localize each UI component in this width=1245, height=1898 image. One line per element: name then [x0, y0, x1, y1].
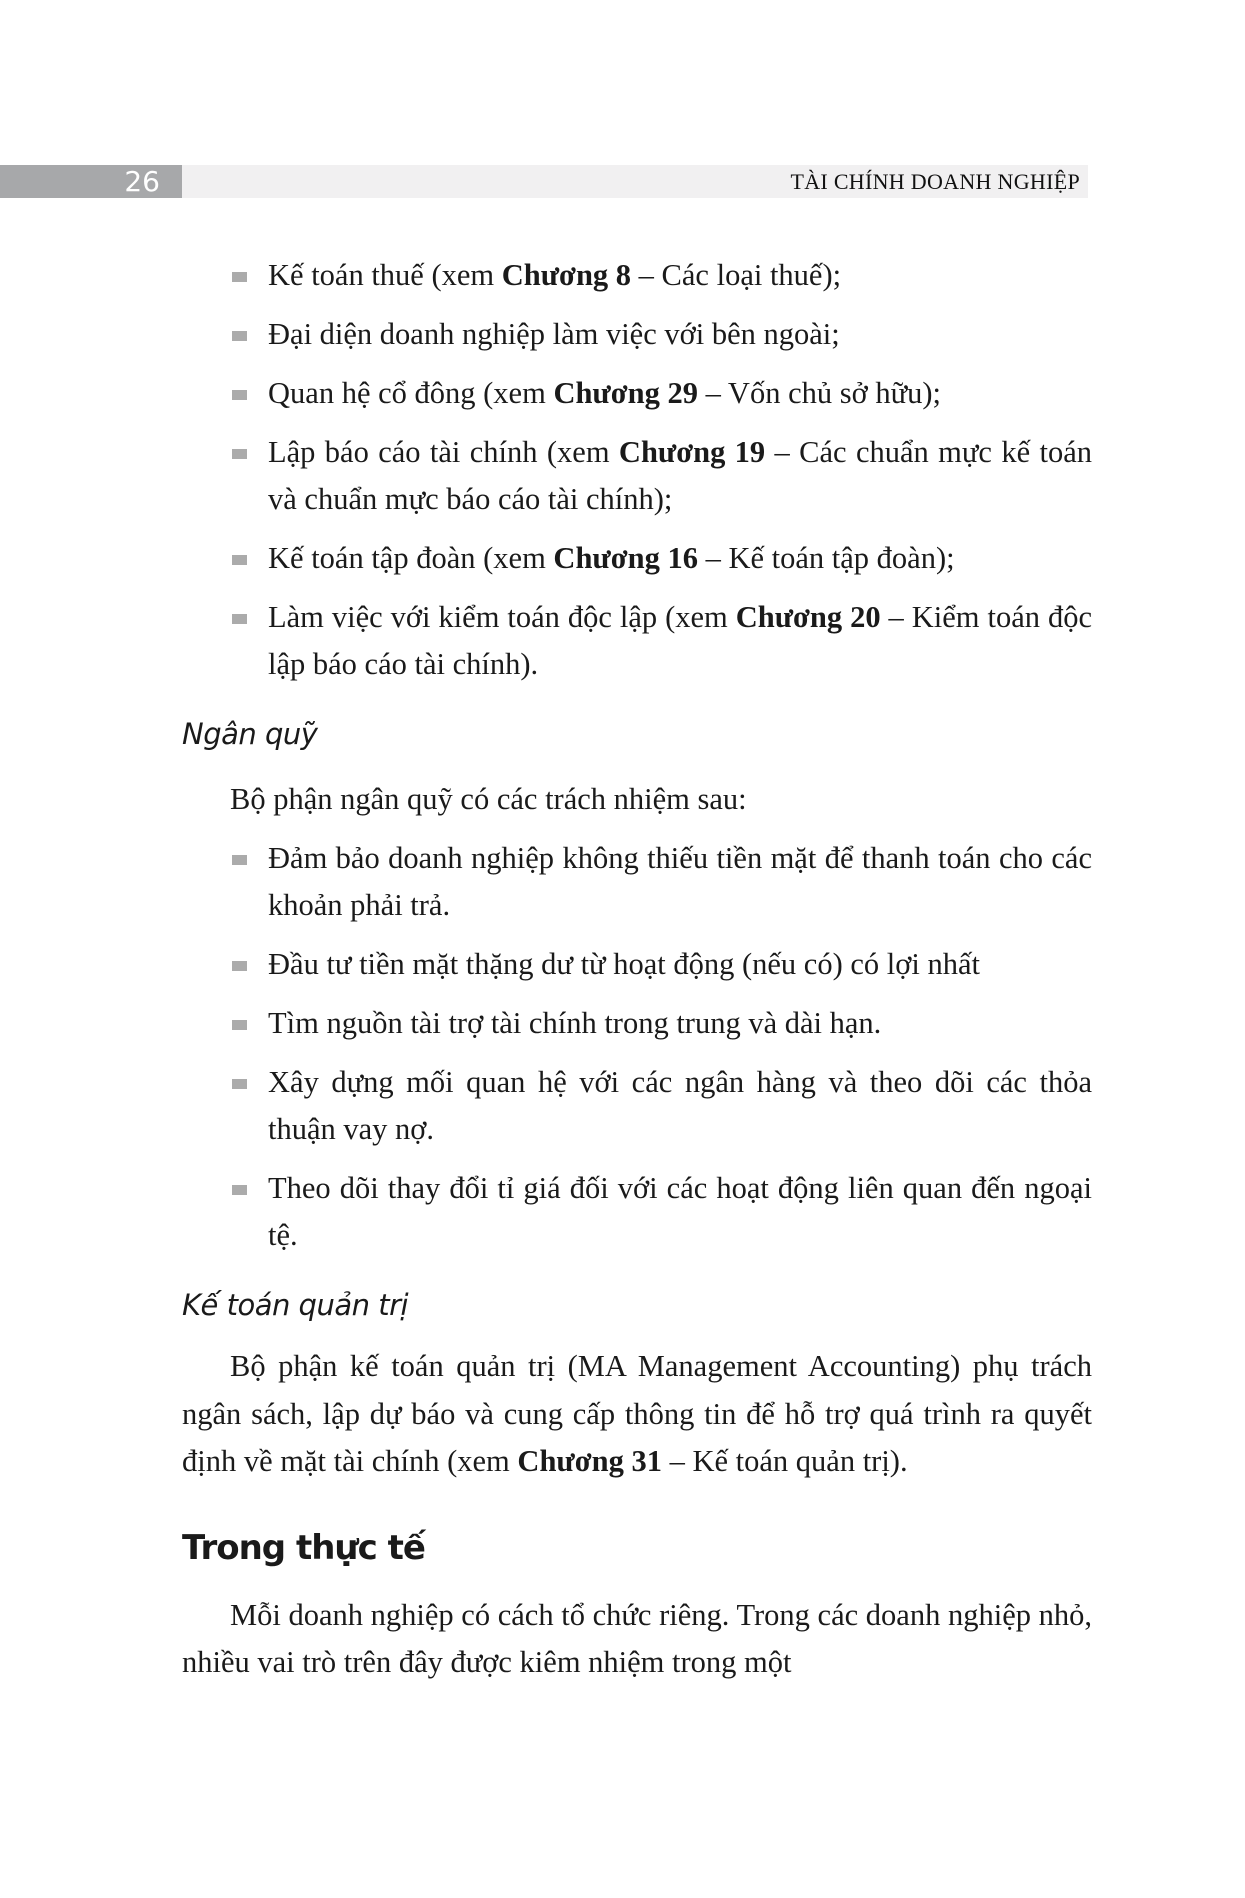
list-item — [182, 594, 1092, 688]
in-practice-paragraph: Mỗi doanh nghiệp có cách tổ chức riêng. Trong các doanh nghiệp nhỏ, nhiều vai trò trên đây được kiêm nhiệm trong một — [182, 1597, 1092, 1679]
chapter-ref: Chương 29 — [553, 376, 698, 410]
chapter-ref: Chương 19 — [618, 435, 766, 469]
item-text: Đảm bảo doanh nghiệp không thiếu tiền mặt để thanh toán cho các khoản phải trả. — [268, 841, 1092, 922]
chapter-ref: Chương 16 — [553, 541, 698, 575]
paragraph-text: – Kế toán quản trị). — [661, 1444, 908, 1478]
item-text: – Kiểm toán độc lập báo cáo tài chính). — [268, 600, 1092, 681]
square-bullet-icon — [232, 390, 247, 400]
square-bullet-icon — [232, 1079, 247, 1089]
square-bullet-icon — [232, 614, 247, 624]
chapter-ref: Chương 8 — [501, 258, 632, 292]
item-text: Đầu tư tiền mặt thặng dư từ hoạt động (nếu có) có lợi nhất — [268, 947, 980, 981]
item-text: – Các chuẩn mực kế toán và chuẩn mực báo cáo tài chính); — [268, 435, 1092, 516]
section-heading-in-practice: Trong thực tế — [182, 1527, 425, 1568]
item-text: Làm việc với kiểm toán độc lập (xem — [268, 600, 736, 634]
list-item — [182, 370, 1092, 417]
item-text: Kế toán tập đoàn (xem — [268, 541, 554, 575]
square-bullet-icon — [232, 855, 247, 865]
list-item — [182, 941, 1092, 988]
list-item — [182, 311, 1092, 358]
square-bullet-icon — [232, 1020, 247, 1030]
square-bullet-icon — [232, 961, 247, 971]
item-text: Quan hệ cổ đông (xem — [268, 376, 554, 410]
running-header-bar — [182, 165, 1088, 198]
treasury-list — [182, 835, 1092, 1259]
page-content — [182, 252, 1092, 1687]
management-accounting-paragraph — [182, 1343, 1092, 1486]
item-text: Kế toán thuế (xem — [268, 258, 502, 292]
square-bullet-icon — [232, 272, 247, 282]
item-text: Lập báo cáo tài chính (xem — [268, 435, 619, 469]
square-bullet-icon — [232, 555, 247, 565]
list-item — [182, 1059, 1092, 1153]
chapter-ref: Chương 20 — [735, 600, 881, 634]
list-item — [182, 535, 1092, 582]
square-bullet-icon — [232, 449, 247, 459]
subheading-treasury: Ngân quỹ — [182, 717, 318, 751]
item-text: Tìm nguồn tài trợ tài chính trong trung và dài hạn. — [268, 1006, 882, 1040]
square-bullet-icon — [232, 331, 247, 341]
item-text: Đại diện doanh nghiệp làm việc với bên ngoài; — [268, 317, 840, 351]
list-item — [182, 252, 1092, 299]
item-text: – Kế toán tập đoàn); — [697, 541, 955, 575]
chapter-ref: Chương 31 — [517, 1444, 662, 1478]
item-text: – Các loại thuế); — [631, 258, 842, 292]
square-bullet-icon — [232, 1185, 247, 1195]
subheading-management-accounting: Kế toán quản trị — [182, 1288, 409, 1322]
running-title: TÀI CHÍNH DOANH NGHIỆP — [790, 169, 1080, 194]
list-item — [182, 1000, 1092, 1047]
list-item — [182, 835, 1092, 929]
list-item — [182, 1165, 1092, 1259]
item-text: Xây dựng mối quan hệ với các ngân hàng và theo dõi các thỏa thuận vay nợ. — [268, 1065, 1092, 1146]
item-text: Theo dõi thay đổi tỉ giá đối với các hoạt động liên quan đến ngoại tệ. — [268, 1171, 1092, 1252]
page-number: 26 — [124, 165, 160, 198]
item-text: – Vốn chủ sở hữu); — [697, 376, 942, 410]
paragraph-text: Bộ phận kế toán quản trị (MA Management Accounting) phụ trách ngân sách, lập dự báo và cung cấp thông tin để hỗ trợ quá trình ra quyết định về mặt tài chính (xem — [182, 1349, 1092, 1478]
list-item — [182, 429, 1092, 523]
treasury-intro: Bộ phận ngân quỹ có các trách nhiệm sau: — [230, 782, 747, 816]
page-number-block — [0, 165, 182, 198]
responsibilities-list — [182, 252, 1092, 688]
